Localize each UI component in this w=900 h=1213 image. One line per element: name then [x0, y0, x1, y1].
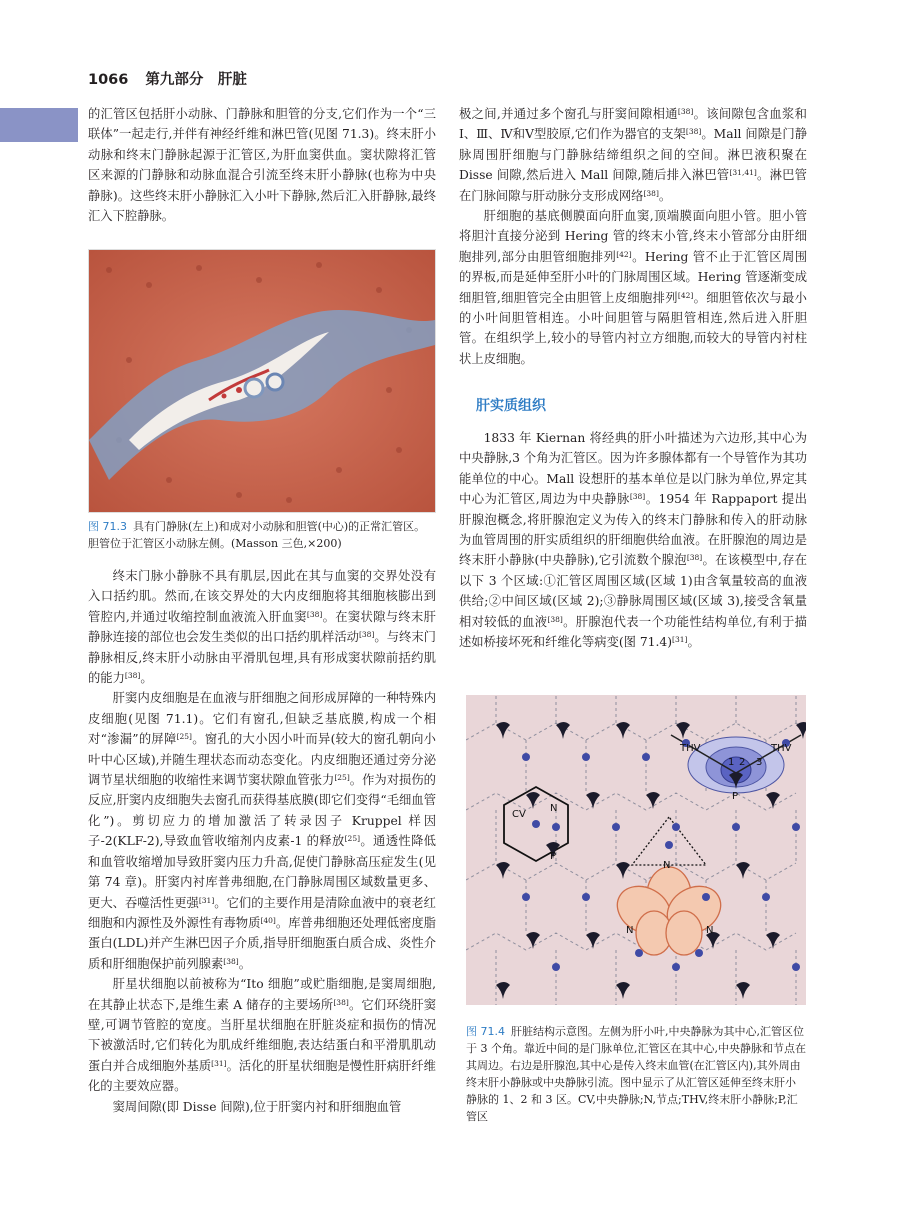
- paragraph: 肝星状细胞以前被称为“Ito 细胞”或贮脂细胞,是窦周细胞,在其静止状态下,是维生素 A 储存的主要场所[38]。它们环绕肝窦壁,可调节管腔的宽度。当肝星状细胞在肝脏炎症和损伤的情况下被激活时,它们转化为肌成纤维细胞,表达结蛋白和平滑肌肌动蛋白并合成细胞外基质[31]。活化的肝星状细胞是慢性肝病肝纤维化的主要效应器。: [88, 977, 436, 1094]
- paragraph: 终末门脉小静脉不具有肌层,因此在其与血窦的交界处没有入口括约肌。然而,在该交界处的大内皮细胞将其细胞核膨出到管腔内,并通过收缩控制血液流入肝血窦[38]。在窦状隙与终末肝静脉连接的部位也会发生类似的出口括约肌样活动[38]。与终末门静脉相反,终末肝小动脉由平滑肌包埋,具有形成窦状隙前括约肌的能力[38]。: [88, 569, 436, 686]
- paragraph: 1833 年 Kiernan 将经典的肝小叶描述为六边形,其中心为中央静脉,3 个角为汇管区。因为许多腺体都有一个导管作为其功能单位的中心。Mall 设想肝的基本单位是以门脉为单位,界定其中心为汇管区,周边为中央静脉[38]。1954 年 Rappaport 提出肝腺泡概念,将肝腺泡定义为传入的终末门静脉和传入的肝动脉为血管周围的肝实质组织的肝细胞供给血液。在肝腺泡的周边是终末肝小静脉(中央静脉),它引流数个腺泡[38]。在该模型中,存在以下 3 个区域:①汇管区周围区域(区域 1)由含氧量较高的血液供给;②中间区域(区域 2);③静脉周围区域(区域 3),接受含氧量相对较低的血液[38]。肝腺泡代表一个功能性结构单位,有利于描述如桥接坏死和纤维化等病变(图 71.4)[31]。: [459, 431, 807, 650]
- caption-text: 具有门静脉(左上)和成对小动脉和胆管(中心)的正常汇管区。胆管位于汇管区小动脉左侧。(Masson 三色,×200): [88, 520, 426, 550]
- running-header: [88, 68, 247, 89]
- label-zone2: 2: [739, 757, 746, 768]
- page-number: 1066: [88, 72, 129, 88]
- paragraph: 肝窦内皮细胞是在血液与肝细胞之间形成屏障的一种特殊内皮细胞(见图 71.1)。它们有窗孔,但缺乏基底膜,构成一个相对“渗漏”的屏障[25]。窗孔的大小因小叶而异(较大的窗孔朝向小叶中心区域),并随生理状态而动态变化。内皮细胞还通过旁分泌调节星状细胞的收缩性来调节窦状隙血管张力[25]。作为对损伤的反应,肝窦内皮细胞失去窗孔而获得基底膜(即它们变得“毛细血管化”)。剪切应力的增加激活了转录因子 Kruppel 样因子-2(KLF-2),导致血管收缩剂内皮素-1 的释放[25]。通透性降低和血管收缩增加导致肝窦内压力升高,促使门静脉高压症发生(见第 74 章)。肝窦内衬库普弗细胞,在门静脉周围区域数量更多、更大、吞噬活性更强[31]。它们的主要作用是清除血液中的衰老红细胞和内源性及外源性有毒物质[40]。库普弗细胞还处理低密度脂蛋白(LDL)并产生淋巴因子介质,指导肝细胞蛋白质合成、炎性介质和肝细胞保护前列腺素[38]。: [88, 691, 436, 971]
- figure-71-3-micrograph: [88, 249, 436, 513]
- section-heading: 肝实质组织: [476, 398, 546, 414]
- label-p-top: P: [732, 791, 739, 802]
- section-tab-marker: [0, 108, 78, 142]
- label-n-center: N: [663, 860, 671, 871]
- figure-71-4-caption: [466, 1023, 806, 1125]
- paragraph: 肝细胞的基底侧膜面向肝血窦,顶端膜面向胆小管。胆小管将胆汁直接分泌到 Hering 管的终末小管,终末小管部分由肝细胞排列,部分由胆管细胞排列[42]。Hering 管不止于汇管区周围的界板,而是延伸至肝小叶的门脉周围区域。Hering 管逐渐变成细胆管,细胆管完全由胆管上皮细胞排列[42]。细胆管依次与最小的小叶间胆管相连。小叶间胆管与隔胆管相连,然后进入肝胆管。在组织学上,较小的导管内衬立方细胞,而较大的导管内衬柱状上皮细胞。: [459, 209, 807, 366]
- label-thv-right: THV: [771, 743, 792, 754]
- label-thv-left: THV: [680, 743, 701, 754]
- right-column-middle: [459, 428, 807, 652]
- figure-label: 图 71.3: [88, 520, 127, 533]
- section-title: 第九部分 肝脏: [145, 72, 247, 88]
- paragraph: 窦周间隙(即 Disse 间隙),位于肝窦内衬和肝细胞血管: [112, 1099, 402, 1114]
- paragraph: 的汇管区包括肝小动脉、门静脉和胆管的分支,它们作为一个“三联体”一起走行,并伴有神经纤维和淋巴管(见图 71.3)。终末肝小动脉和终末门静脉起源于汇管区,为肝血窦供血。窦状隙将汇管区来源的门静脉和动脉血混合引流至终末肝小静脉(也称为中央静脉)。这些终末肝小静脉汇入小叶下静脉,然后汇入肝静脉,最终汇入下腔静脉。: [88, 107, 436, 224]
- left-column-bottom: [88, 566, 436, 1117]
- label-n-bottom-right: N: [706, 925, 714, 936]
- right-column-top: [459, 104, 807, 369]
- figure-71-4-diagram: [466, 695, 806, 1005]
- figure-71-3-caption: [88, 518, 436, 552]
- paragraph: 极之间,并通过多个窗孔与肝窦间隙相通[38]。该间隙包含血浆和Ⅰ、Ⅲ、Ⅳ和Ⅴ型胶原,它们作为器官的支架[38]。Mall 间隙是门静脉周围肝细胞与门静脉结缔组织之间的空间。淋巴液积聚在 Disse 间隙,然后进入 Mall 间隙,随后排入淋巴管[31,41]。淋巴管在门脉间隙与肝动脉分支形成网络[38]。: [459, 107, 807, 203]
- left-column-top: [88, 104, 436, 226]
- caption-text: 肝脏结构示意图。左侧为肝小叶,中央静脉为其中心,汇管区位于 3 个角。靠近中间的是门脉单位,汇管区在其中心,中央静脉和节点在其周边。右边是肝腺泡,其中心是传入终末血管(在汇管区内),其外周由终末肝小静脉或中央静脉引流。图中显示了从汇管区延伸至终末肝小静脉的 1、2 和 3 区。CV,中央静脉;N,节点;THV,终末肝小静脉;P,汇管区: [466, 1025, 806, 1123]
- label-cv: CV: [512, 809, 526, 820]
- figure-label: 图 71.4: [466, 1025, 505, 1038]
- label-n-bottom-left: N: [626, 925, 634, 936]
- label-zone3: 3: [756, 757, 763, 768]
- label-p-left: P: [550, 851, 557, 862]
- label-n-left: N: [550, 803, 558, 814]
- label-zone1: 1: [728, 757, 735, 768]
